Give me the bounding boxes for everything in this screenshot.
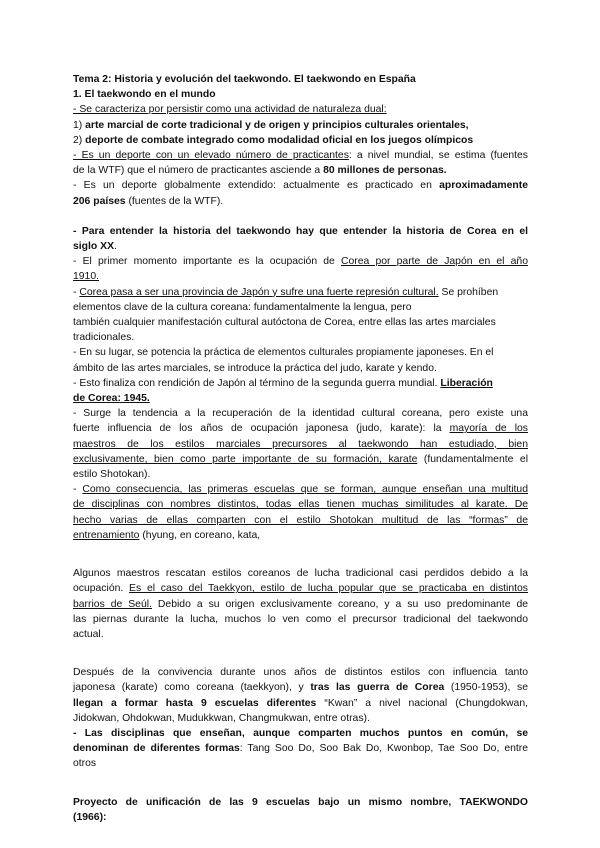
text-line xyxy=(73,581,528,596)
text-line: hecho varias de ellas comparten con el estilo Shotokan multitud de las “formas” de xyxy=(73,514,528,526)
text-line xyxy=(73,163,528,178)
text-line xyxy=(73,376,528,391)
text-line: - En su lugar, se potencia la práctica de elementos culturales propiamente japoneses. En el xyxy=(73,347,494,359)
text-line: estilo Shotokan). xyxy=(73,469,151,481)
section-heading: 1. El taekwondo en el mundo xyxy=(73,89,216,101)
text-line xyxy=(73,482,528,497)
text: Se prohíben xyxy=(438,286,499,298)
text-line xyxy=(73,118,528,133)
underlined-text: Es el caso del Taekkyon, estilo de lucha popular que se practicaba en distintos xyxy=(129,583,528,595)
text-line: otros xyxy=(73,758,97,770)
text-line: también cualquier manifestación cultural autóctona de Corea, entre ellas las artes marciales xyxy=(73,317,496,329)
text: (fuentes de la WTF). xyxy=(125,195,224,207)
document-title: Tema 2: Historia y evolución del taekwondo. El taekwondo en España xyxy=(73,74,416,85)
text-line xyxy=(73,178,528,193)
text: - xyxy=(73,286,80,298)
text-line xyxy=(73,239,528,254)
text: - xyxy=(73,484,83,496)
text: - Esto finaliza con rendición de Japón al término de la segunda guerra mundial. xyxy=(73,377,441,389)
text-line: de Corea: 1945. xyxy=(73,393,150,405)
text-line xyxy=(73,102,528,117)
text: : a nivel mundial, se estima (fuentes xyxy=(348,150,528,162)
underlined-text: exclusivamente, bien como parte importante de su formación, karate xyxy=(73,453,418,465)
bold-text: 80 millones de personas. xyxy=(323,165,447,177)
text-line: Algunos maestros rescatan estilos coreanos de lucha tradicional casi perdidos debido a la xyxy=(73,568,528,580)
text-line xyxy=(73,597,528,612)
bold-text: aproximadamente xyxy=(439,180,528,192)
bold-text: arte marcial de corte tradicional y de origen y principios culturales orientales, xyxy=(85,119,469,131)
text-line: 1910. xyxy=(73,271,100,283)
text-line xyxy=(73,133,528,148)
text-line xyxy=(73,285,528,300)
bold-text: denominan de diferentes formas xyxy=(73,743,240,755)
text-line xyxy=(73,696,528,711)
text-line xyxy=(73,254,528,269)
text-line: - Las disciplinas que enseñan, aunque comparten muchos puntos en común, se xyxy=(73,727,528,739)
bold-text: deporte de combate integrado como modalidad oficial en los juegos olímpicos xyxy=(85,134,474,146)
bold-text: siglo XX xyxy=(73,241,114,253)
text: (1950-1953), se xyxy=(444,682,528,694)
text-line xyxy=(73,741,528,756)
underlined-text: mayoría de los xyxy=(449,423,528,435)
underlined-text: barrios de Seúl. xyxy=(73,598,152,610)
text: ocupación. xyxy=(73,583,130,595)
text-line xyxy=(73,421,528,436)
bold-text: llegan a formar hasta 9 escuelas diferentes xyxy=(73,697,317,709)
text: (hyung, en coreano, kata, xyxy=(139,529,261,541)
bold-underlined-text: Liberación xyxy=(440,377,493,389)
underlined-text: entrenamiento xyxy=(73,529,140,541)
text-line: tradicionales. xyxy=(73,332,135,344)
text-line: Jidokwan, Ohdokwan, Mudukkwan, Changmukwan, entre otras). xyxy=(73,712,370,724)
text-line: elementos clave de la cultura coreana: fundamentalmente la lengua, pero xyxy=(73,301,412,313)
text-line xyxy=(73,194,528,209)
text-line: maestros de los estilos marciales precursores al taekwondo han estudiado, bien xyxy=(73,438,528,450)
text-line: las piernas durante la lucha, muchos lo ven como el precursor tradicional del taekwondo xyxy=(73,613,528,625)
text: fuerte influencia de los años de ocupación japonesa (judo, karate): la xyxy=(73,423,450,435)
text: de la WTF) que el número de practicantes asciende a xyxy=(73,165,324,177)
text-line: actual. xyxy=(73,628,104,640)
underlined-text: - Es un deporte con un elevado número de practicantes xyxy=(73,150,349,162)
text-line xyxy=(73,452,528,467)
text-line: ámbito de las artes marciales, se introduce la práctica del judo, karate y kendo. xyxy=(73,362,437,374)
text-line xyxy=(73,528,528,543)
list-number: 2) xyxy=(73,134,86,146)
text-line: de disciplinas con nombres distintos, todas ellas tienen muchas similitudes al karate. De xyxy=(73,499,528,511)
bold-text: tras las guerra de Corea xyxy=(310,682,445,694)
text-line: - Surge la tendencia a la recuperación de la identidad cultural coreana, pero existe una xyxy=(73,408,528,420)
text-line: Después de la convivencia durante unos años de distintos estilos con influencia tanto xyxy=(73,667,528,679)
underlined-text: Como consecuencia, las primeras escuelas que se forman, aunque enseñan una multitud xyxy=(82,484,528,496)
text-line: (1966): xyxy=(73,811,107,823)
text: . xyxy=(114,241,117,253)
text: “Kwan” a nivel nacional (Chungdokwan, xyxy=(316,697,528,709)
text-line xyxy=(73,680,528,695)
text-line xyxy=(73,148,528,163)
underlined-text: Corea pasa a ser una provincia de Japón y sufre una fuerte represión cultural. xyxy=(79,286,439,298)
list-number: 1) xyxy=(73,119,86,131)
text: japonesa (karate) como coreana (taekkyon), y xyxy=(73,682,311,694)
text: - El primer momento importante es la ocupación de xyxy=(73,256,341,268)
bold-text: 206 países xyxy=(73,195,126,207)
underlined-text: Corea por parte de Japón en el año xyxy=(341,256,528,268)
text: Debido a su origen exclusivamente coreano, y a su uso predominante de xyxy=(151,598,528,610)
text: (fundamentalmente el xyxy=(417,453,529,465)
text: - Es un deporte globalmente extendido: actualmente es practicado en xyxy=(73,180,440,192)
text-line: Proyecto de unificación de las 9 escuelas bajo un mismo nombre, TAEKWONDO xyxy=(73,796,528,808)
text-line: - Para entender la historia del taekwondo hay que entender la historia de Corea en el xyxy=(73,225,528,237)
underlined-text: - Se caracteriza por persistir como una actividad de naturaleza dual: xyxy=(73,104,387,116)
text: : Tang Soo Do, Soo Bak Do, Kwonbop, Tae Soo Do, entre xyxy=(239,743,528,755)
